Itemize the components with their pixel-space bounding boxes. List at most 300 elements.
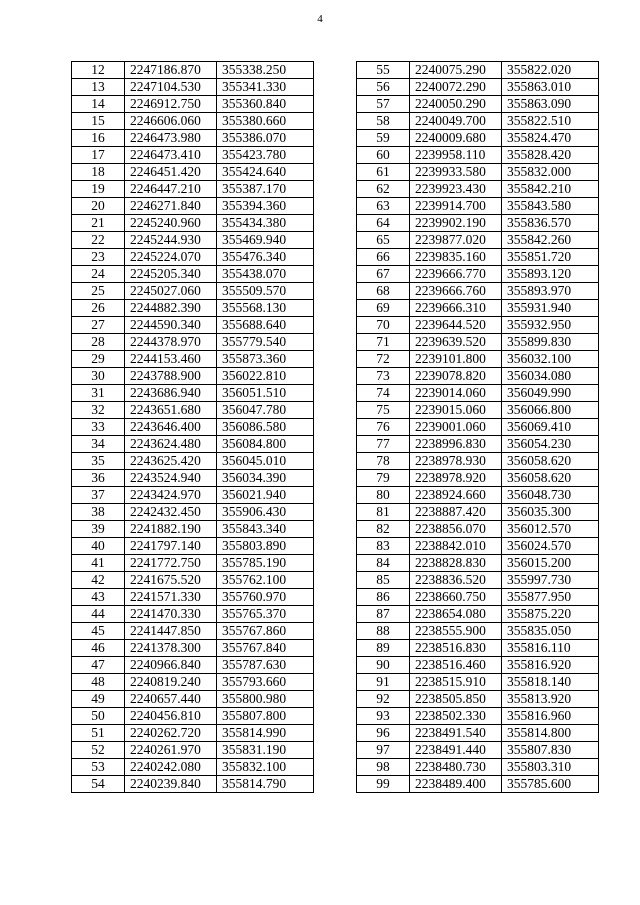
x-coordinate-cell: 2238480.730: [410, 759, 502, 776]
table-row: [357, 317, 599, 334]
x-coordinate-cell: 2241797.140: [125, 538, 217, 555]
y-coordinate-cell: 355800.980: [217, 691, 314, 708]
y-coordinate-cell: 355785.190: [217, 555, 314, 572]
table-row: [72, 538, 314, 555]
x-coordinate-cell: 2238555.900: [410, 623, 502, 640]
y-coordinate-cell: 356086.580: [217, 419, 314, 436]
point-number-cell: 89: [357, 640, 410, 657]
table-row: [72, 215, 314, 232]
point-number-cell: 42: [72, 572, 125, 589]
point-number-cell: 28: [72, 334, 125, 351]
x-coordinate-cell: 2240072.290: [410, 79, 502, 96]
table-row: [357, 232, 599, 249]
point-number-cell: 15: [72, 113, 125, 130]
point-number-cell: 61: [357, 164, 410, 181]
point-number-cell: 73: [357, 368, 410, 385]
x-coordinate-cell: 2240009.680: [410, 130, 502, 147]
point-number-cell: 88: [357, 623, 410, 640]
point-number-cell: 34: [72, 436, 125, 453]
point-number-cell: 79: [357, 470, 410, 487]
point-number-cell: 77: [357, 436, 410, 453]
y-coordinate-cell: 355424.640: [217, 164, 314, 181]
x-coordinate-cell: 2238887.420: [410, 504, 502, 521]
table-row: [72, 79, 314, 96]
x-coordinate-cell: 2247186.870: [125, 62, 217, 79]
table-row: [72, 96, 314, 113]
point-number-cell: 69: [357, 300, 410, 317]
y-coordinate-cell: 355816.960: [502, 708, 599, 725]
y-coordinate-cell: 355875.220: [502, 606, 599, 623]
x-coordinate-cell: 2239666.770: [410, 266, 502, 283]
table-row: [72, 147, 314, 164]
table-row: [357, 776, 599, 793]
point-number-cell: 22: [72, 232, 125, 249]
point-number-cell: 41: [72, 555, 125, 572]
coordinates-table-right: [356, 61, 599, 793]
x-coordinate-cell: 2238515.910: [410, 674, 502, 691]
x-coordinate-cell: 2246451.420: [125, 164, 217, 181]
point-number-cell: 78: [357, 453, 410, 470]
point-number-cell: 98: [357, 759, 410, 776]
coordinates-table-left: [71, 61, 314, 793]
point-number-cell: 51: [72, 725, 125, 742]
x-coordinate-cell: 2239639.520: [410, 334, 502, 351]
point-number-cell: 16: [72, 130, 125, 147]
table-row: [72, 606, 314, 623]
y-coordinate-cell: 355893.970: [502, 283, 599, 300]
x-coordinate-cell: 2239078.820: [410, 368, 502, 385]
point-number-cell: 75: [357, 402, 410, 419]
point-number-cell: 80: [357, 487, 410, 504]
y-coordinate-cell: 355832.000: [502, 164, 599, 181]
y-coordinate-cell: 356054.230: [502, 436, 599, 453]
point-number-cell: 71: [357, 334, 410, 351]
y-coordinate-cell: 355767.860: [217, 623, 314, 640]
y-coordinate-cell: 356047.780: [217, 402, 314, 419]
point-number-cell: 76: [357, 419, 410, 436]
y-coordinate-cell: 356058.620: [502, 453, 599, 470]
y-coordinate-cell: 355387.170: [217, 181, 314, 198]
table-row: [72, 640, 314, 657]
x-coordinate-cell: 2240239.840: [125, 776, 217, 793]
x-coordinate-cell: 2238828.830: [410, 555, 502, 572]
point-number-cell: 85: [357, 572, 410, 589]
point-number-cell: 62: [357, 181, 410, 198]
y-coordinate-cell: 356051.510: [217, 385, 314, 402]
x-coordinate-cell: 2243524.940: [125, 470, 217, 487]
table-row: [72, 385, 314, 402]
x-coordinate-cell: 2238836.520: [410, 572, 502, 589]
table-row: [72, 419, 314, 436]
y-coordinate-cell: 355476.340: [217, 249, 314, 266]
point-number-cell: 21: [72, 215, 125, 232]
y-coordinate-cell: 356012.570: [502, 521, 599, 538]
point-number-cell: 67: [357, 266, 410, 283]
table-row: [72, 470, 314, 487]
point-number-cell: 74: [357, 385, 410, 402]
x-coordinate-cell: 2244882.390: [125, 300, 217, 317]
y-coordinate-cell: 355816.920: [502, 657, 599, 674]
point-number-cell: 23: [72, 249, 125, 266]
y-coordinate-cell: 355688.640: [217, 317, 314, 334]
y-coordinate-cell: 356015.200: [502, 555, 599, 572]
x-coordinate-cell: 2238856.070: [410, 521, 502, 538]
table-row: [357, 436, 599, 453]
table-row: [357, 147, 599, 164]
table-row: [72, 759, 314, 776]
point-number-cell: 20: [72, 198, 125, 215]
point-number-cell: 43: [72, 589, 125, 606]
y-coordinate-cell: 355813.920: [502, 691, 599, 708]
x-coordinate-cell: 2240819.240: [125, 674, 217, 691]
x-coordinate-cell: 2238502.330: [410, 708, 502, 725]
x-coordinate-cell: 2241378.300: [125, 640, 217, 657]
table-row: [72, 113, 314, 130]
table-row: [72, 504, 314, 521]
table-row: [72, 436, 314, 453]
table-row: [72, 708, 314, 725]
point-number-cell: 33: [72, 419, 125, 436]
point-number-cell: 26: [72, 300, 125, 317]
table-row: [357, 487, 599, 504]
point-number-cell: 54: [72, 776, 125, 793]
y-coordinate-cell: 355360.840: [217, 96, 314, 113]
y-coordinate-cell: 355807.830: [502, 742, 599, 759]
table-row: [357, 640, 599, 657]
table-row: [357, 79, 599, 96]
table-row: [357, 334, 599, 351]
y-coordinate-cell: 355760.970: [217, 589, 314, 606]
x-coordinate-cell: 2239877.020: [410, 232, 502, 249]
x-coordinate-cell: 2243625.420: [125, 453, 217, 470]
point-number-cell: 30: [72, 368, 125, 385]
y-coordinate-cell: 355842.210: [502, 181, 599, 198]
point-number-cell: 45: [72, 623, 125, 640]
x-coordinate-cell: 2239835.160: [410, 249, 502, 266]
point-number-cell: 27: [72, 317, 125, 334]
x-coordinate-cell: 2238489.400: [410, 776, 502, 793]
point-number-cell: 99: [357, 776, 410, 793]
table-row: [357, 453, 599, 470]
page-number: 4: [317, 13, 323, 25]
point-number-cell: 96: [357, 725, 410, 742]
x-coordinate-cell: 2246473.410: [125, 147, 217, 164]
x-coordinate-cell: 2241571.330: [125, 589, 217, 606]
point-number-cell: 60: [357, 147, 410, 164]
point-number-cell: 58: [357, 113, 410, 130]
table-row: [72, 691, 314, 708]
x-coordinate-cell: 2245244.930: [125, 232, 217, 249]
y-coordinate-cell: 356069.410: [502, 419, 599, 436]
x-coordinate-cell: 2238491.440: [410, 742, 502, 759]
x-coordinate-cell: 2241772.750: [125, 555, 217, 572]
table-row: [357, 62, 599, 79]
table-row: [72, 572, 314, 589]
table-row: [72, 266, 314, 283]
x-coordinate-cell: 2244378.970: [125, 334, 217, 351]
table-row: [357, 96, 599, 113]
x-coordinate-cell: 2239933.580: [410, 164, 502, 181]
y-coordinate-cell: 355568.130: [217, 300, 314, 317]
y-coordinate-cell: 355807.800: [217, 708, 314, 725]
point-number-cell: 46: [72, 640, 125, 657]
x-coordinate-cell: 2240075.290: [410, 62, 502, 79]
y-coordinate-cell: 355438.070: [217, 266, 314, 283]
table-row: [72, 725, 314, 742]
y-coordinate-cell: 355822.020: [502, 62, 599, 79]
y-coordinate-cell: 356049.990: [502, 385, 599, 402]
point-number-cell: 31: [72, 385, 125, 402]
table-row: [72, 657, 314, 674]
x-coordinate-cell: 2246271.840: [125, 198, 217, 215]
point-number-cell: 90: [357, 657, 410, 674]
table-row: [72, 623, 314, 640]
point-number-cell: 93: [357, 708, 410, 725]
x-coordinate-cell: 2238491.540: [410, 725, 502, 742]
table-row: [357, 708, 599, 725]
x-coordinate-cell: 2243646.400: [125, 419, 217, 436]
x-coordinate-cell: 2239666.760: [410, 283, 502, 300]
table-row: [72, 521, 314, 538]
point-number-cell: 68: [357, 283, 410, 300]
x-coordinate-cell: 2239914.700: [410, 198, 502, 215]
point-number-cell: 86: [357, 589, 410, 606]
table-row: [72, 198, 314, 215]
x-coordinate-cell: 2243624.480: [125, 436, 217, 453]
y-coordinate-cell: 356022.810: [217, 368, 314, 385]
point-number-cell: 59: [357, 130, 410, 147]
y-coordinate-cell: 356034.390: [217, 470, 314, 487]
y-coordinate-cell: 356034.080: [502, 368, 599, 385]
x-coordinate-cell: 2241675.520: [125, 572, 217, 589]
x-coordinate-cell: 2240261.970: [125, 742, 217, 759]
x-coordinate-cell: 2240050.290: [410, 96, 502, 113]
x-coordinate-cell: 2241882.190: [125, 521, 217, 538]
point-number-cell: 55: [357, 62, 410, 79]
y-coordinate-cell: 355338.250: [217, 62, 314, 79]
y-coordinate-cell: 355803.310: [502, 759, 599, 776]
x-coordinate-cell: 2239923.430: [410, 181, 502, 198]
y-coordinate-cell: 355469.940: [217, 232, 314, 249]
x-coordinate-cell: 2242432.450: [125, 504, 217, 521]
y-coordinate-cell: 355341.330: [217, 79, 314, 96]
y-coordinate-cell: 355873.360: [217, 351, 314, 368]
y-coordinate-cell: 355380.660: [217, 113, 314, 130]
x-coordinate-cell: 2239014.060: [410, 385, 502, 402]
table-row: [357, 368, 599, 385]
point-number-cell: 97: [357, 742, 410, 759]
point-number-cell: 53: [72, 759, 125, 776]
x-coordinate-cell: 2240657.440: [125, 691, 217, 708]
y-coordinate-cell: 355386.070: [217, 130, 314, 147]
table-row: [357, 351, 599, 368]
x-coordinate-cell: 2243788.900: [125, 368, 217, 385]
table-row: [357, 419, 599, 436]
y-coordinate-cell: 356048.730: [502, 487, 599, 504]
y-coordinate-cell: 355843.580: [502, 198, 599, 215]
x-coordinate-cell: 2246606.060: [125, 113, 217, 130]
y-coordinate-cell: 355423.780: [217, 147, 314, 164]
point-number-cell: 35: [72, 453, 125, 470]
y-coordinate-cell: 355932.950: [502, 317, 599, 334]
y-coordinate-cell: 355822.510: [502, 113, 599, 130]
x-coordinate-cell: 2238660.750: [410, 589, 502, 606]
point-number-cell: 37: [72, 487, 125, 504]
table-row: [72, 742, 314, 759]
x-coordinate-cell: 2245027.060: [125, 283, 217, 300]
table-row: [357, 504, 599, 521]
x-coordinate-cell: 2244590.340: [125, 317, 217, 334]
table-row: [357, 623, 599, 640]
table-row: [357, 470, 599, 487]
x-coordinate-cell: 2239666.310: [410, 300, 502, 317]
x-coordinate-cell: 2238924.660: [410, 487, 502, 504]
y-coordinate-cell: 356045.010: [217, 453, 314, 470]
point-number-cell: 49: [72, 691, 125, 708]
x-coordinate-cell: 2243651.680: [125, 402, 217, 419]
point-number-cell: 92: [357, 691, 410, 708]
point-number-cell: 57: [357, 96, 410, 113]
x-coordinate-cell: 2245205.340: [125, 266, 217, 283]
point-number-cell: 29: [72, 351, 125, 368]
x-coordinate-cell: 2246447.210: [125, 181, 217, 198]
table-row: [357, 181, 599, 198]
x-coordinate-cell: 2238516.830: [410, 640, 502, 657]
point-number-cell: 19: [72, 181, 125, 198]
table-row: [72, 164, 314, 181]
y-coordinate-cell: 355997.730: [502, 572, 599, 589]
point-number-cell: 72: [357, 351, 410, 368]
y-coordinate-cell: 355863.090: [502, 96, 599, 113]
x-coordinate-cell: 2239015.060: [410, 402, 502, 419]
table-row: [357, 725, 599, 742]
y-coordinate-cell: 356084.800: [217, 436, 314, 453]
point-number-cell: 32: [72, 402, 125, 419]
point-number-cell: 17: [72, 147, 125, 164]
table-row: [357, 402, 599, 419]
x-coordinate-cell: 2246473.980: [125, 130, 217, 147]
point-number-cell: 24: [72, 266, 125, 283]
y-coordinate-cell: 355787.630: [217, 657, 314, 674]
table-row: [357, 759, 599, 776]
table-row: [357, 164, 599, 181]
point-number-cell: 52: [72, 742, 125, 759]
table-row: [72, 351, 314, 368]
point-number-cell: 81: [357, 504, 410, 521]
point-number-cell: 14: [72, 96, 125, 113]
x-coordinate-cell: 2241470.330: [125, 606, 217, 623]
table-row: [72, 317, 314, 334]
y-coordinate-cell: 355828.420: [502, 147, 599, 164]
y-coordinate-cell: 355434.380: [217, 215, 314, 232]
table-row: [357, 521, 599, 538]
x-coordinate-cell: 2240049.700: [410, 113, 502, 130]
y-coordinate-cell: 355831.190: [217, 742, 314, 759]
point-number-cell: 83: [357, 538, 410, 555]
y-coordinate-cell: 356035.300: [502, 504, 599, 521]
table-row: [72, 368, 314, 385]
y-coordinate-cell: 355843.340: [217, 521, 314, 538]
table-row: [357, 385, 599, 402]
x-coordinate-cell: 2246912.750: [125, 96, 217, 113]
point-number-cell: 70: [357, 317, 410, 334]
table-row: [72, 334, 314, 351]
point-number-cell: 38: [72, 504, 125, 521]
table-row: [357, 742, 599, 759]
point-number-cell: 18: [72, 164, 125, 181]
point-number-cell: 82: [357, 521, 410, 538]
y-coordinate-cell: 356032.100: [502, 351, 599, 368]
table-row: [72, 776, 314, 793]
point-number-cell: 48: [72, 674, 125, 691]
x-coordinate-cell: 2241447.850: [125, 623, 217, 640]
y-coordinate-cell: 355893.120: [502, 266, 599, 283]
table-row: [72, 62, 314, 79]
x-coordinate-cell: 2245224.070: [125, 249, 217, 266]
y-coordinate-cell: 355785.600: [502, 776, 599, 793]
x-coordinate-cell: 2240456.810: [125, 708, 217, 725]
x-coordinate-cell: 2239001.060: [410, 419, 502, 436]
y-coordinate-cell: 355835.050: [502, 623, 599, 640]
point-number-cell: 56: [357, 79, 410, 96]
point-number-cell: 91: [357, 674, 410, 691]
point-number-cell: 40: [72, 538, 125, 555]
y-coordinate-cell: 355765.370: [217, 606, 314, 623]
x-coordinate-cell: 2239101.800: [410, 351, 502, 368]
y-coordinate-cell: 355824.470: [502, 130, 599, 147]
table-row: [72, 589, 314, 606]
table-row: [357, 657, 599, 674]
table-row: [72, 232, 314, 249]
table-row: [72, 555, 314, 572]
table-row: [357, 266, 599, 283]
x-coordinate-cell: 2243424.970: [125, 487, 217, 504]
table-row: [357, 215, 599, 232]
table-row: [72, 487, 314, 504]
table-row: [72, 283, 314, 300]
y-coordinate-cell: 355832.100: [217, 759, 314, 776]
y-coordinate-cell: 355803.890: [217, 538, 314, 555]
x-coordinate-cell: 2243686.940: [125, 385, 217, 402]
x-coordinate-cell: 2238505.850: [410, 691, 502, 708]
x-coordinate-cell: 2245240.960: [125, 215, 217, 232]
x-coordinate-cell: 2238516.460: [410, 657, 502, 674]
y-coordinate-cell: 355793.660: [217, 674, 314, 691]
table-row: [357, 674, 599, 691]
y-coordinate-cell: 356021.940: [217, 487, 314, 504]
y-coordinate-cell: 355767.840: [217, 640, 314, 657]
y-coordinate-cell: 355509.570: [217, 283, 314, 300]
table-row: [357, 300, 599, 317]
y-coordinate-cell: 355394.360: [217, 198, 314, 215]
point-number-cell: 47: [72, 657, 125, 674]
x-coordinate-cell: 2238978.920: [410, 470, 502, 487]
table-row: [72, 402, 314, 419]
y-coordinate-cell: 355814.800: [502, 725, 599, 742]
x-coordinate-cell: 2239902.190: [410, 215, 502, 232]
table-row: [357, 555, 599, 572]
point-number-cell: 87: [357, 606, 410, 623]
x-coordinate-cell: 2240242.080: [125, 759, 217, 776]
y-coordinate-cell: 356058.620: [502, 470, 599, 487]
point-number-cell: 50: [72, 708, 125, 725]
table-row: [72, 249, 314, 266]
table-row: [357, 589, 599, 606]
x-coordinate-cell: 2239644.520: [410, 317, 502, 334]
y-coordinate-cell: 355906.430: [217, 504, 314, 521]
table-row: [357, 691, 599, 708]
point-number-cell: 39: [72, 521, 125, 538]
